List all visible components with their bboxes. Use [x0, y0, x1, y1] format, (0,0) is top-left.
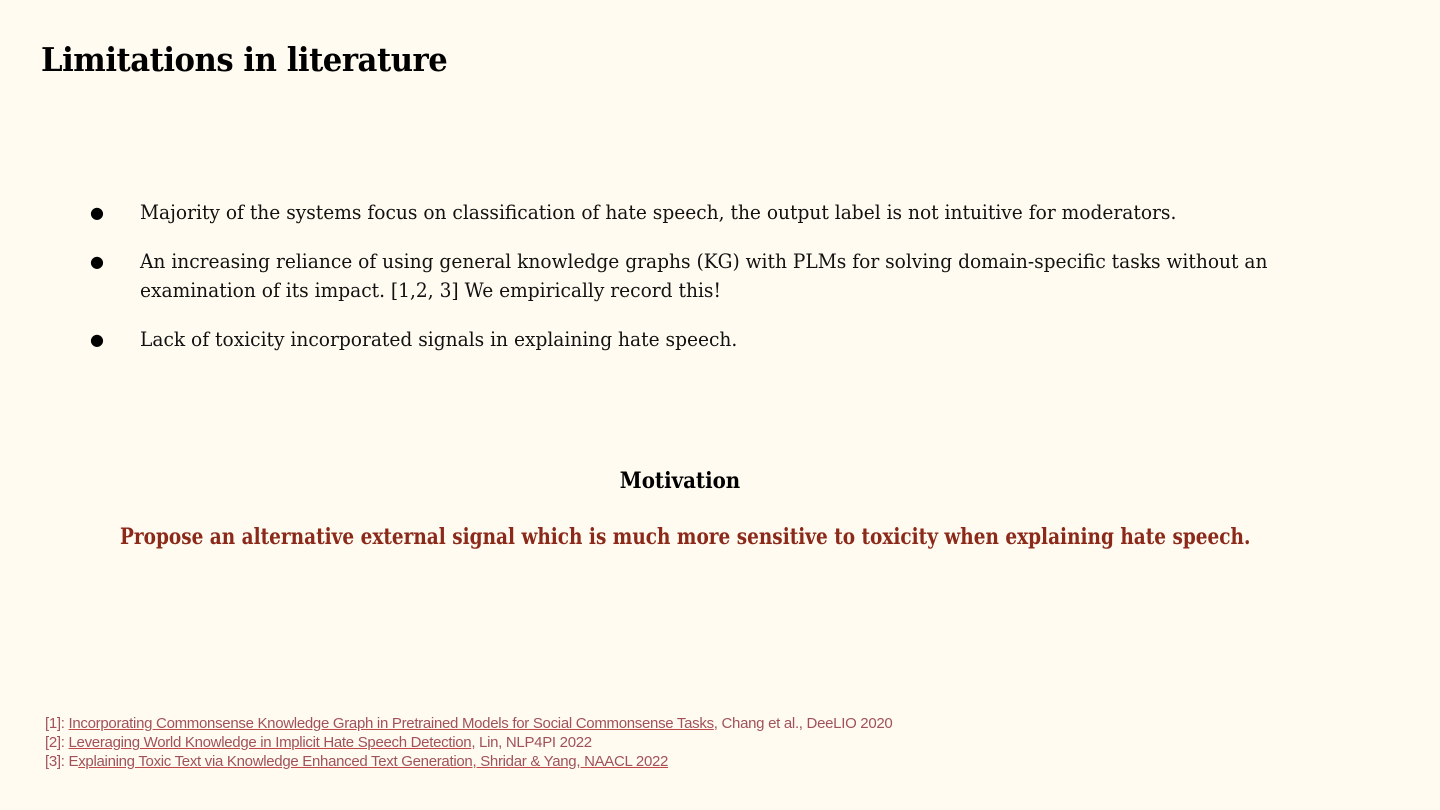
reference-details: , Chang et al., DeeLIO 2020	[713, 715, 893, 732]
reference-number: [2]:	[45, 734, 69, 751]
bullet-text: Lack of toxicity incorporated signals in explaining hate speech.	[140, 327, 738, 351]
motivation-heading: Motivation	[619, 468, 741, 494]
reference-link[interactable]: Incorporating Commonsense Knowledge Graph in Pretrained Models for Social Commonsense Tasks	[68, 715, 714, 732]
list-item	[88, 247, 1378, 305]
bullet-dot-icon: ●	[90, 203, 104, 222]
reference-link[interactable]: xplaining Toxic Text via Knowledge Enhanced Text Generation, Shridar & Yang, NAACL 2022	[78, 753, 669, 770]
list-item	[88, 325, 1378, 354]
reference-item	[45, 733, 892, 752]
motivation-statement: Propose an alternative external signal which is much more sensitive to toxicity when explaining hate speech.	[120, 524, 1251, 550]
limitations-list	[88, 198, 1378, 374]
reference-link[interactable]: Leveraging World Knowledge in Implicit Hate Speech Detection	[68, 734, 472, 751]
references	[45, 714, 892, 771]
reference-number: [3]: E	[45, 753, 79, 770]
slide-title: Limitations in literature	[41, 40, 448, 79]
bullet-dot-icon: ●	[90, 252, 104, 271]
reference-item	[45, 752, 892, 771]
bullet-text: An increasing reliance of using general knowledge graphs (KG) with PLMs for solving domain-specific tasks without an examination of its impact. [1,2, 3] We empirically record this!	[140, 249, 1268, 302]
reference-item	[45, 714, 892, 733]
bullet-dot-icon: ●	[90, 330, 104, 349]
list-item	[88, 198, 1378, 227]
reference-number: [1]:	[45, 715, 69, 732]
reference-details: , Lin, NLP4PI 2022	[471, 734, 592, 751]
bullet-text: Majority of the systems focus on classification of hate speech, the output label is not intuitive for moderators.	[140, 200, 1177, 224]
